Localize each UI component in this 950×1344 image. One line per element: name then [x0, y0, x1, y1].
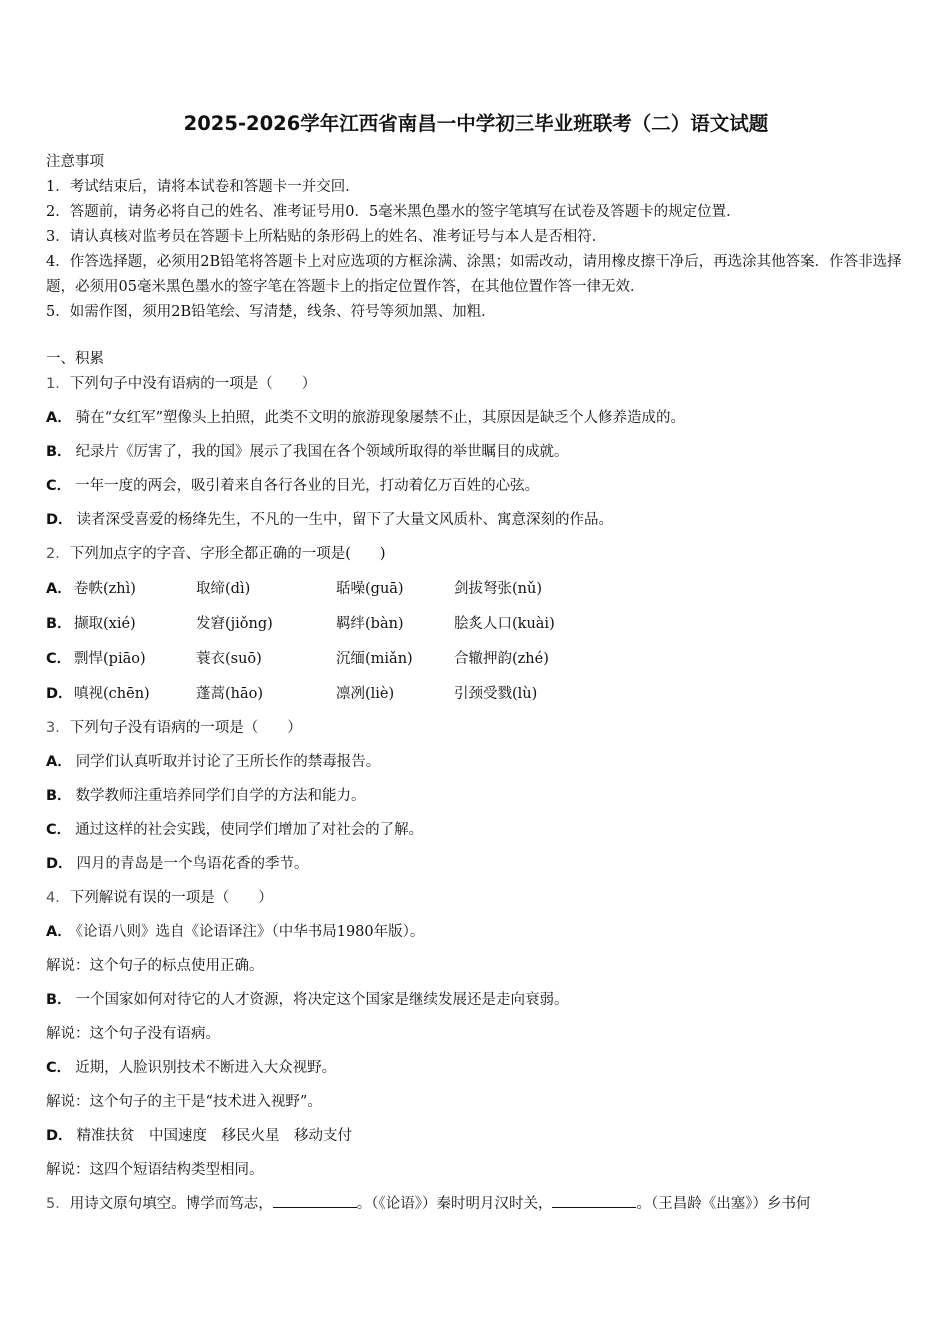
q3-option-c: C． 通过这样的社会实践，使同学们增加了对社会的了解。 [46, 822, 424, 838]
word: 羁绊(bàn) [336, 616, 404, 632]
question-stem: 下列加点字的字音、字形全都正确的一项是( ) [69, 546, 386, 562]
q4-explanation-d: 解说：这四个短语结构类型相同。 [46, 1162, 264, 1178]
section-heading: 一、积累 [46, 351, 104, 367]
word: 沉缅(miǎn) [336, 651, 413, 667]
answer-blank-2[interactable] [552, 1193, 636, 1208]
q1-option-b: B． 纪录片《厉害了，我的国》展示了我国在各个领域所取得的举世瞩目的成就。 [46, 444, 569, 460]
word: 嗔视(chēn) [74, 686, 150, 702]
question-number: 3． [46, 720, 70, 736]
word: 剽悍(piāo) [74, 651, 146, 667]
question-number: 2． [46, 546, 70, 562]
question-number: 5． [46, 1196, 70, 1212]
word: 聒噪(guā) [336, 581, 404, 597]
q4-option-d: D． 精准扶贫 中国速度 移民火星 移动支付 [46, 1128, 353, 1144]
question-5 [46, 1192, 906, 1217]
word: 蓑衣(suō) [196, 651, 262, 667]
q4-explanation-a: 解说：这个句子的标点使用正确。 [46, 958, 264, 974]
question-stem-part-1: 用诗文原句填空。博学而笃志， [69, 1196, 273, 1212]
word: 卷帙(zhì) [74, 581, 136, 597]
note-item-4: 4．作答选择题，必须用2B铅笔将答题卡上对应选项的方框涂满、涂黑；如需改动，请用橡皮擦干净后，再选涂其他答案．作答非选择题，必须用05毫米黑色墨水的签字笔在答题卡上的指定位置作答，在其他位置作答一律无效． [46, 254, 902, 295]
question-3 [46, 716, 906, 741]
note-item-3: 3．请认真核对监考员在答题卡上所粘贴的条形码上的姓名、准考证号与本人是否相符． [46, 229, 607, 245]
note-item-1: 1．考试结束后，请将本试卷和答题卡一并交回． [46, 179, 360, 195]
note-item-5: 5．如需作图，须用2B铅笔绘、写清楚，线条、符号等须加黑、加粗． [46, 304, 496, 320]
question-4 [46, 886, 906, 911]
q4-option-b: B． 一个国家如何对待它的人才资源，将决定这个国家是继续发展还是走向衰弱。 [46, 992, 569, 1008]
question-2 [46, 542, 906, 567]
word: 发窘(jiǒng) [196, 616, 273, 632]
q2-option-d: D． 嗔视(chēn) 蓬蒿(hāo) 凛冽(liè) 引颈受戮(lù) [46, 681, 906, 707]
page-title: 2025-2026学年江西省南昌一中学初三毕业班联考（二）语文试题 [183, 112, 769, 135]
q4-explanation-c: 解说：这个句子的主干是“技术进入视野”。 [46, 1094, 322, 1110]
word: 取缔(dì) [196, 581, 251, 597]
q3-option-d: D． 四月的青岛是一个鸟语花香的季节。 [46, 856, 309, 872]
word: 合辙押韵(zhé) [454, 651, 549, 667]
q2-option-a: A． 卷帙(zhì) 取缔(dì) 聒噪(guā) 剑拔弩张(nǔ) [46, 576, 906, 602]
question-stem: 下列解说有误的一项是（ ） [69, 890, 273, 906]
q2-option-b: B． 撷取(xié) 发窘(jiǒng) 羁绊(bàn) 脍炙人口(kuài) [46, 611, 906, 637]
answer-blank-1[interactable] [273, 1193, 357, 1208]
q2-option-c: C． 剽悍(piāo) 蓑衣(suō) 沉缅(miǎn) 合辙押韵(zhé) [46, 646, 906, 672]
question-stem-part-3: 。（王昌龄《出塞》）乡书何 [636, 1196, 811, 1212]
word: 撷取(xié) [74, 616, 136, 632]
question-number: 1． [46, 376, 70, 392]
exam-page [46, 108, 906, 1226]
question-1 [46, 372, 906, 397]
question-stem-part-2: 。（《论语》）秦时明月汉时关， [356, 1196, 553, 1212]
question-number: 4． [46, 890, 70, 906]
notes-heading: 注意事项 [46, 154, 104, 170]
question-stem: 下列句子中没有语病的一项是（ ） [69, 376, 317, 392]
q4-option-c: C． 近期，人脸识别技术不断进入大众视野。 [46, 1060, 337, 1076]
word: 引颈受戮(lù) [454, 686, 538, 702]
q3-option-a: A． 同学们认真听取并讨论了王所长作的禁毒报告。 [46, 754, 381, 770]
q3-option-b: B． 数学教师注重培养同学们自学的方法和能力。 [46, 788, 366, 804]
word: 脍炙人口(kuài) [454, 616, 555, 632]
q1-option-c: C． 一年一度的两会，吸引着来自各行各业的目光，打动着亿万百姓的心弦。 [46, 478, 540, 494]
word: 剑拔弩张(nǔ) [454, 581, 542, 597]
note-item-2: 2．答题前，请务必将自己的姓名、准考证号用0．5毫米黑色墨水的签字笔填写在试卷及答题卡的规定位置． [46, 204, 741, 220]
q4-option-a: A． 《论语八则》选自《论语译注》（中华书局1980年版）。 [46, 924, 425, 940]
word: 凛冽(liè) [336, 686, 395, 702]
q4-explanation-b: 解说：这个句子没有语病。 [46, 1026, 220, 1042]
q1-option-d: D． 读者深受喜爱的杨绛先生，不凡的一生中，留下了大量文风质朴、寓意深刻的作品。 [46, 512, 614, 528]
question-stem: 下列句子没有语病的一项是（ ） [69, 720, 302, 736]
q1-option-a: A． 骑在“女红军”塑像头上拍照，此类不文明的旅游现象屡禁不止，其原因是缺乏个人修养造成的。 [46, 410, 686, 426]
word: 蓬蒿(hāo) [196, 686, 264, 702]
